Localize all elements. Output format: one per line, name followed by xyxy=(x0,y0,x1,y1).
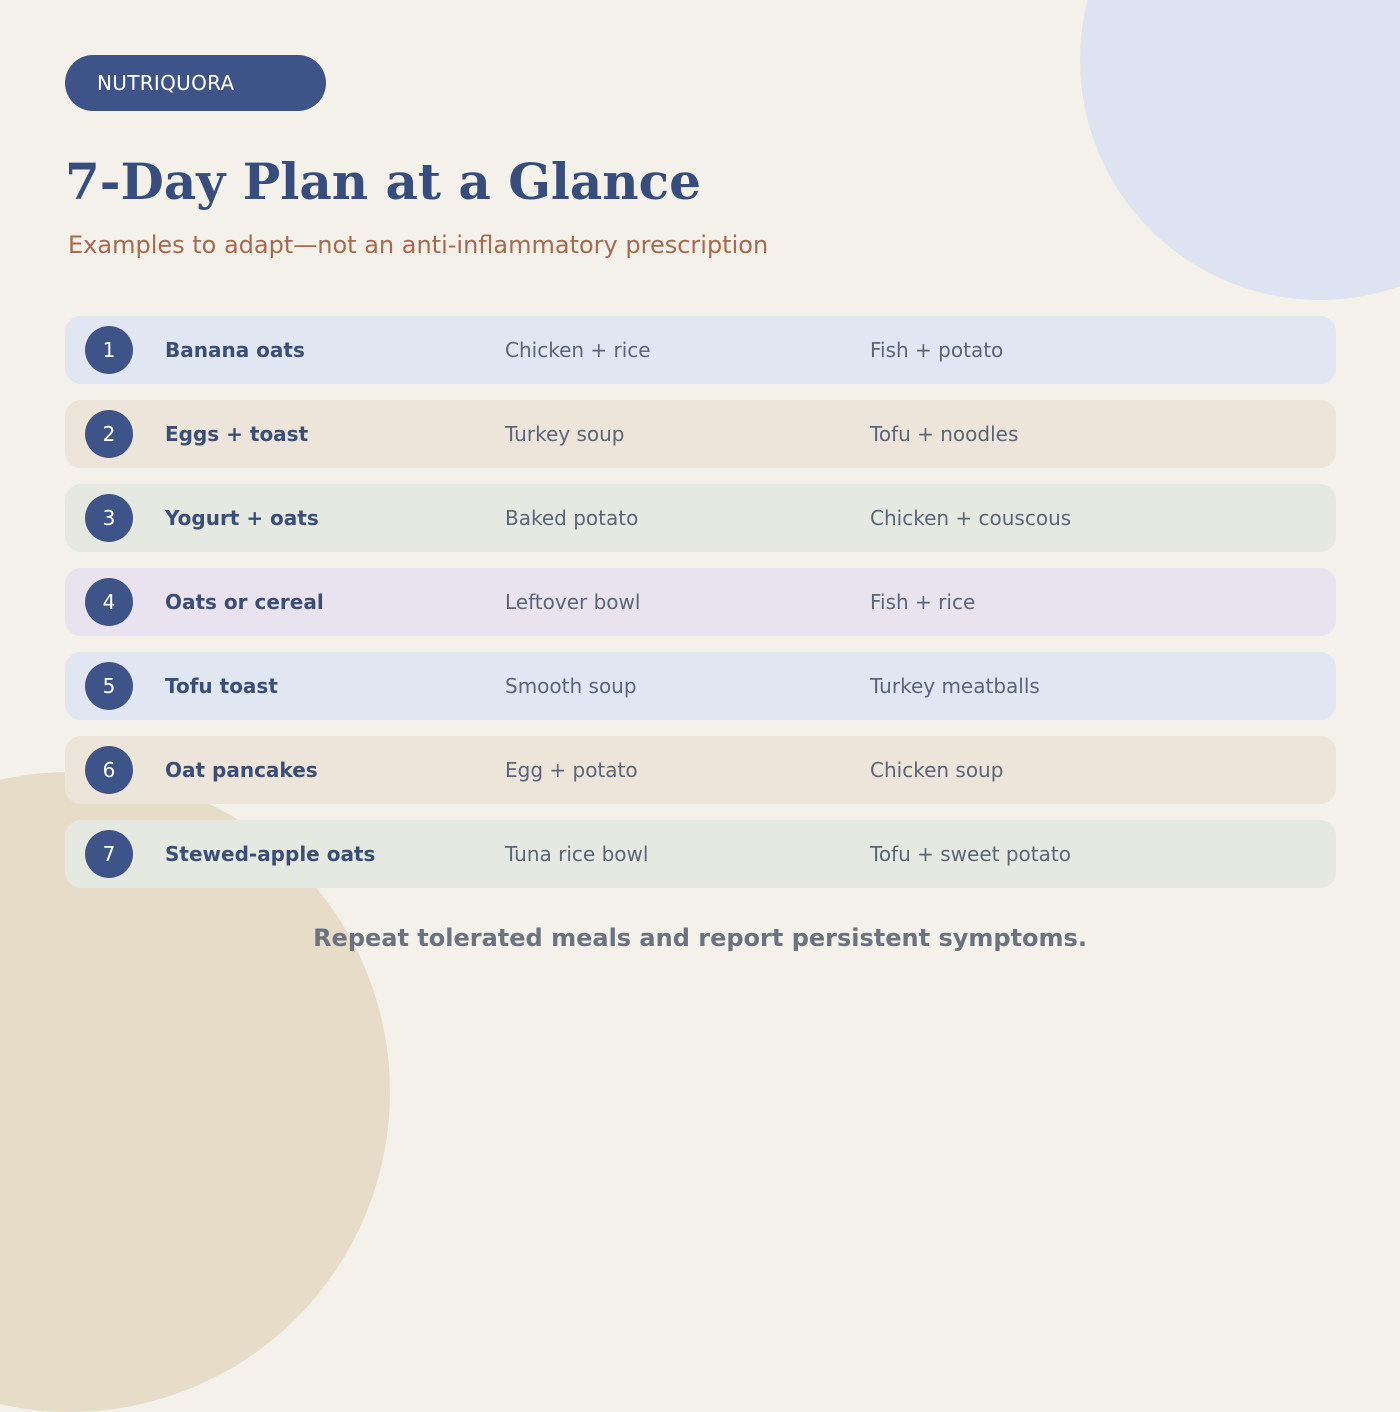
day-number-badge: 1 xyxy=(85,326,133,374)
dinner-cell: Tofu + noodles xyxy=(870,422,1019,446)
dinner-cell: Tofu + sweet potato xyxy=(870,842,1071,866)
page-title: 7-Day Plan at a Glance xyxy=(65,152,701,211)
dinner-cell: Fish + rice xyxy=(870,590,976,614)
footer-note: Repeat tolerated meals and report persistent symptoms. xyxy=(313,924,1087,952)
day-number-badge: 4 xyxy=(85,578,133,626)
day-row-2 xyxy=(65,400,1336,468)
breakfast-cell: Tofu toast xyxy=(165,674,278,698)
day-row-5 xyxy=(65,652,1336,720)
breakfast-cell: Oats or cereal xyxy=(165,590,324,614)
dinner-cell: Chicken + couscous xyxy=(870,506,1072,530)
dinner-cell: Chicken soup xyxy=(870,758,1004,782)
page-subtitle: Examples to adapt—not an anti-inflammatory prescription xyxy=(68,231,769,259)
lunch-cell: Turkey soup xyxy=(505,422,625,446)
dinner-cell: Turkey meatballs xyxy=(870,674,1040,698)
breakfast-cell: Eggs + toast xyxy=(165,422,309,446)
breakfast-cell: Yogurt + oats xyxy=(165,506,319,530)
lunch-cell: Smooth soup xyxy=(505,674,637,698)
brand-badge: NUTRIQUORA xyxy=(65,55,326,111)
decorative-circle-top xyxy=(1080,0,1400,300)
day-number-badge: 2 xyxy=(85,410,133,458)
breakfast-cell: Banana oats xyxy=(165,338,305,362)
day-row-1 xyxy=(65,316,1336,384)
day-number-badge: 5 xyxy=(85,662,133,710)
day-row-7 xyxy=(65,820,1336,888)
dinner-cell: Fish + potato xyxy=(870,338,1004,362)
day-row-4 xyxy=(65,568,1336,636)
lunch-cell: Leftover bowl xyxy=(505,590,641,614)
day-number-badge: 3 xyxy=(85,494,133,542)
lunch-cell: Baked potato xyxy=(505,506,639,530)
day-number-badge: 7 xyxy=(85,830,133,878)
day-row-6 xyxy=(65,736,1336,804)
day-row-3 xyxy=(65,484,1336,552)
lunch-cell: Tuna rice bowl xyxy=(505,842,649,866)
breakfast-cell: Stewed-apple oats xyxy=(165,842,376,866)
lunch-cell: Egg + potato xyxy=(505,758,638,782)
lunch-cell: Chicken + rice xyxy=(505,338,651,362)
breakfast-cell: Oat pancakes xyxy=(165,758,318,782)
day-number-badge: 6 xyxy=(85,746,133,794)
